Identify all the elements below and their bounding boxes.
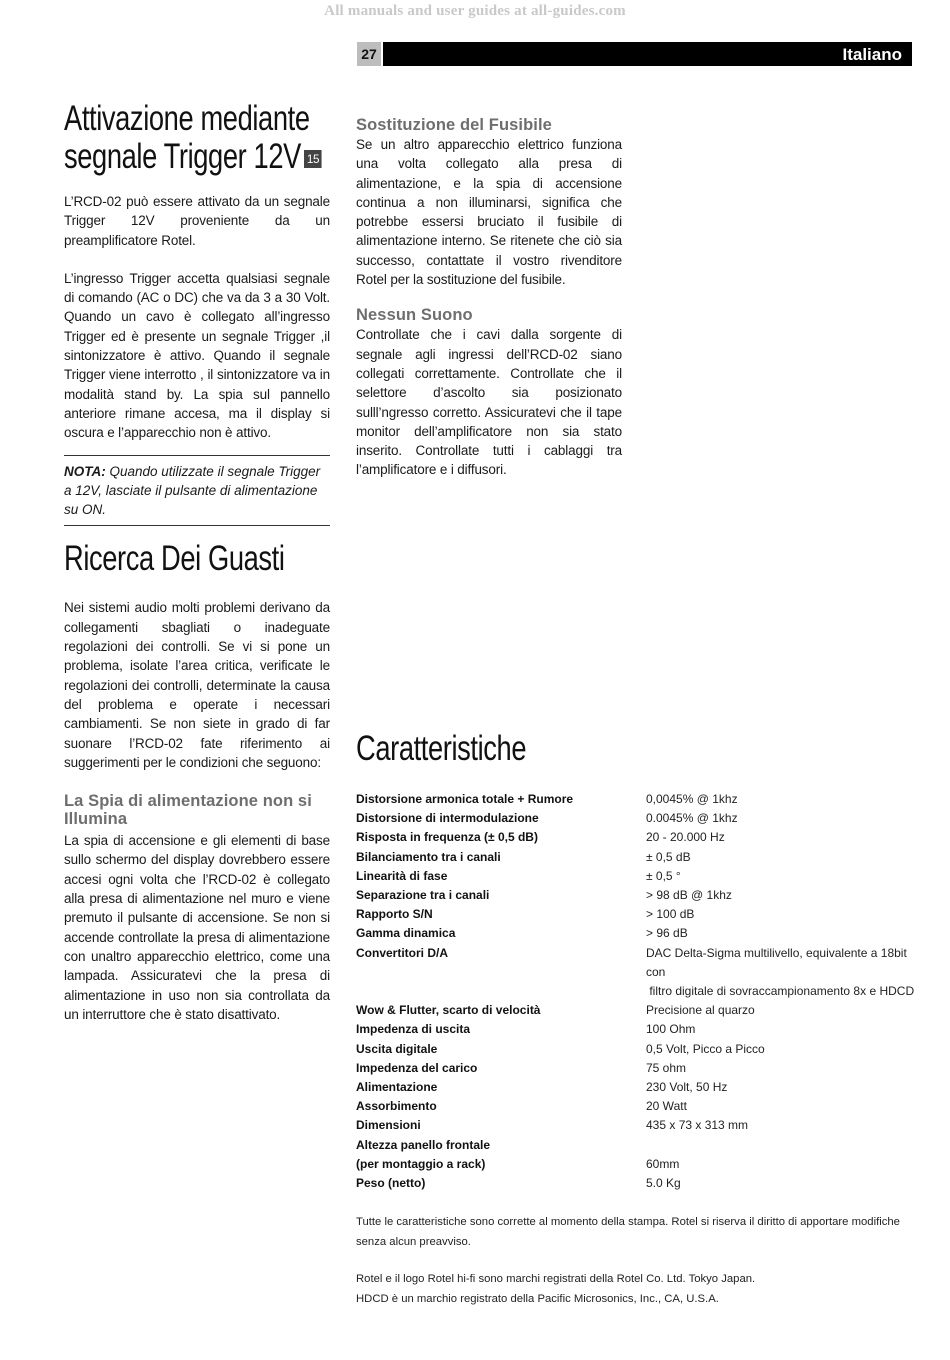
spec-row <box>356 1116 916 1135</box>
figure-reference-badge: 15 <box>304 150 322 168</box>
trigger-paragraph-1: L’RCD-02 può essere attivato da un segnale Trigger 12V proveniente da un preamplificatore Rotel. <box>64 194 330 248</box>
page-header-bar <box>357 42 912 66</box>
trigger-title-line1: Attivazione mediante <box>64 99 310 138</box>
note-label: NOTA: <box>64 463 106 479</box>
note-text: Quando utilizzate il segnale Trigger a 12V, lasciate il pulsante di alimentazione su ON. <box>64 463 321 518</box>
spec-row <box>356 809 916 828</box>
spec-value <box>646 1155 916 1174</box>
spec-value <box>646 1136 916 1155</box>
spec-label: Distorsione di intermodulazione <box>356 811 539 826</box>
spec-value <box>646 1020 916 1039</box>
spec-value-text: 0.0045% @ 1khz <box>646 811 738 826</box>
spec-label: Alimentazione <box>356 1080 438 1095</box>
note-box <box>64 455 330 527</box>
spec-value <box>646 944 916 1002</box>
spec-value-text: 20 - 20.000 Hz <box>646 830 725 845</box>
spec-value-text: 0,0045% @ 1khz <box>646 792 738 806</box>
spec-label: Risposta in frequenza (± 0,5 dB) <box>356 830 538 845</box>
spec-value <box>646 828 916 847</box>
spec-value <box>646 1001 916 1020</box>
spec-label: Convertitori D/A <box>356 945 449 960</box>
spec-row <box>356 1020 916 1039</box>
watermark: All manuals and user guides at all-guides.com <box>324 3 626 19</box>
spec-label: Dimensioni <box>356 1118 421 1133</box>
spec-row <box>356 1136 916 1155</box>
spec-value <box>646 1078 916 1097</box>
language-label: Italiano <box>383 42 912 66</box>
spec-label: Impedenza di uscita <box>356 1022 471 1037</box>
spec-row <box>356 828 916 847</box>
spec-value <box>646 1116 916 1135</box>
spec-value-text: 0,5 Volt, Picco a Picco <box>646 1041 765 1056</box>
specifications-table <box>356 790 916 1193</box>
spec-value <box>646 1040 916 1059</box>
spec-value <box>646 1059 916 1078</box>
spec-label: Peso (netto) <box>356 1176 426 1191</box>
spec-value-text: ± 0,5 dB <box>646 849 691 864</box>
spec-row <box>356 1078 916 1097</box>
spec-label: Assorbimento <box>356 1099 437 1114</box>
page-number: 27 <box>357 42 381 66</box>
specifications-section <box>356 730 916 1309</box>
spec-row <box>356 867 916 886</box>
spec-value <box>646 809 916 828</box>
spec-value-text: > 96 dB <box>646 926 688 941</box>
spec-row <box>356 1001 916 1020</box>
spec-value-text: 230 Volt, 50 Hz <box>646 1080 728 1095</box>
specifications-title: Caratteristiche <box>356 729 527 768</box>
spec-row <box>356 924 916 943</box>
spec-value-text: 20 Watt <box>646 1099 687 1114</box>
trigger-title <box>64 100 321 176</box>
spec-value-text-continued: filtro digitale di sovraccampionamento 8x e HDCD <box>646 984 915 999</box>
spec-value-text: DAC Delta-Sigma multilivello, equivalente a 18bit con <box>646 945 907 979</box>
spec-row <box>356 905 916 924</box>
spec-value-text: 100 Ohm <box>646 1022 696 1037</box>
spec-value <box>646 886 916 905</box>
spec-label: Wow & Flutter, scarto di velocità <box>356 1003 541 1018</box>
power-led-text: La spia di accensione e gli elementi di base sullo schermo del display dovrebbero essere accesi ogni volta che l’RCD-02 è collegato alla presa di alimentazione nel muro e viene premuto il pulsante di accensione. Se non si accende controllate la presa di alimentazione con unaltro apparecchio elettrico, come una lampada. Assicuratevi che la presa di alimentazione in uso non sia controllata da un interruttore che è stato disattivato. <box>64 833 330 1022</box>
spec-label: (per montaggio a rack) <box>356 1156 486 1171</box>
spec-value <box>646 790 916 809</box>
spec-row <box>356 1040 916 1059</box>
spec-label: Gamma dinamica <box>356 926 456 941</box>
spec-row <box>356 944 916 1002</box>
trademark-hdcd: HDCD è un marchio registrato della Pacific Microsonics, Inc., CA, U.S.A. <box>356 1292 719 1305</box>
spec-value <box>646 905 916 924</box>
right-column <box>356 116 622 480</box>
spec-value <box>646 1174 916 1193</box>
spec-value-text: > 98 dB @ 1khz <box>646 888 732 903</box>
left-column <box>64 100 330 1024</box>
spec-row <box>356 790 916 809</box>
spec-label: Impedenza del carico <box>356 1060 478 1075</box>
spec-row <box>356 848 916 867</box>
spec-value-text: 60mm <box>646 1156 680 1171</box>
spec-label: Uscita digitale <box>356 1041 438 1056</box>
spec-row <box>356 1097 916 1116</box>
trigger-paragraph-2: L’ingresso Trigger accetta qualsiasi segnale di comando (AC o DC) che va da 3 a 30 Volt. Quando un cavo è collegato all’ingresso Trigger ed è presente un segnale Trigger ,il sintonizzatore è attivo. Quando il segnale Trigger viene interrotto , il sintonizzatore va in modalità stand by. La spia sul pannello anteriore rimane accesa, ma il display si oscura e l’apparecchio non è attivo. <box>64 270 330 441</box>
troubleshooting-intro: Nei sistemi audio molti problemi derivano da collegamenti sbagliati o inadeguate regolazioni dei controlli. Se vi si pone un problema, isolate l’area critica, verificate le regolazioni dei controlli, determinate la causa del problema e operate i necessari cambiamenti. Se non siete in grado di far suonare l’RCD-02 fate riferimento ai suggerimenti per le condizioni che seguono: <box>64 600 330 770</box>
power-led-heading: La Spia di alimentazione non si Illumina <box>64 792 312 829</box>
fuse-heading: Sostituzione del Fusibile <box>356 116 552 134</box>
spec-row <box>356 1155 916 1174</box>
spec-label: Distorsione armonica totale + Rumore <box>356 792 574 806</box>
trademark-rotel: Rotel e il logo Rotel hi-fi sono marchi registrati della Rotel Co. Ltd. Tokyo Japan. <box>356 1273 756 1286</box>
spec-value-text: 5.0 Kg <box>646 1176 681 1191</box>
trigger-title-line2: segnale Trigger 12V <box>64 137 301 176</box>
spec-label: Altezza panello frontale <box>356 1137 491 1152</box>
spec-row <box>356 1174 916 1193</box>
spec-value-text: > 100 dB <box>646 907 695 922</box>
no-sound-heading: Nessun Suono <box>356 306 473 325</box>
spec-value <box>646 867 916 886</box>
no-sound-text: Controllate che i cavi dalla sorgente di segnale agli ingressi dell’RCD-02 siano collegati correttamente. Controllate che il selettore d’ascolto sia posizionato sulll’ngresso corretto. Assicuratevi che il tape monitor dell’amplificatore non sia stato inserito. Controllate tutti i cablaggi tra l’amplificatore e i diffusori. <box>356 327 622 478</box>
specifications-disclaimer: Tutte le caratteristiche sono corrette al momento della stampa. Rotel si riserva il diritto di apportare modifiche senza alcun preavviso. <box>356 1216 900 1248</box>
spec-value-text: ± 0,5 ° <box>646 868 681 883</box>
spec-label: Bilanciamento tra i canali <box>356 849 501 864</box>
spec-label: Rapporto S/N <box>356 907 433 922</box>
spec-value-text: 435 x 73 x 313 mm <box>646 1118 749 1133</box>
spec-value <box>646 924 916 943</box>
spec-label: Linearità di fase <box>356 868 448 883</box>
spec-value-text: 75 ohm <box>646 1060 687 1075</box>
spec-value <box>646 1097 916 1116</box>
troubleshooting-title: Ricerca Dei Guasti <box>64 539 285 579</box>
fuse-text: Se un altro apparecchio elettrico funziona una volta collegato alla presa di alimentazione, e la spia di accensione continua a non illuminarsi, significa che potrebbe essersi bruciato il fusibile di alimentazione interno. Se ritenete che ciò sia successo, contattate il vostro rivenditore Rotel per la sostituzione del fusibile. <box>356 137 622 288</box>
spec-value-text: Precisione al quarzo <box>646 1003 755 1018</box>
spec-row <box>356 1059 916 1078</box>
spec-value <box>646 848 916 867</box>
spec-row <box>356 886 916 905</box>
spec-label: Separazione tra i canali <box>356 888 490 903</box>
